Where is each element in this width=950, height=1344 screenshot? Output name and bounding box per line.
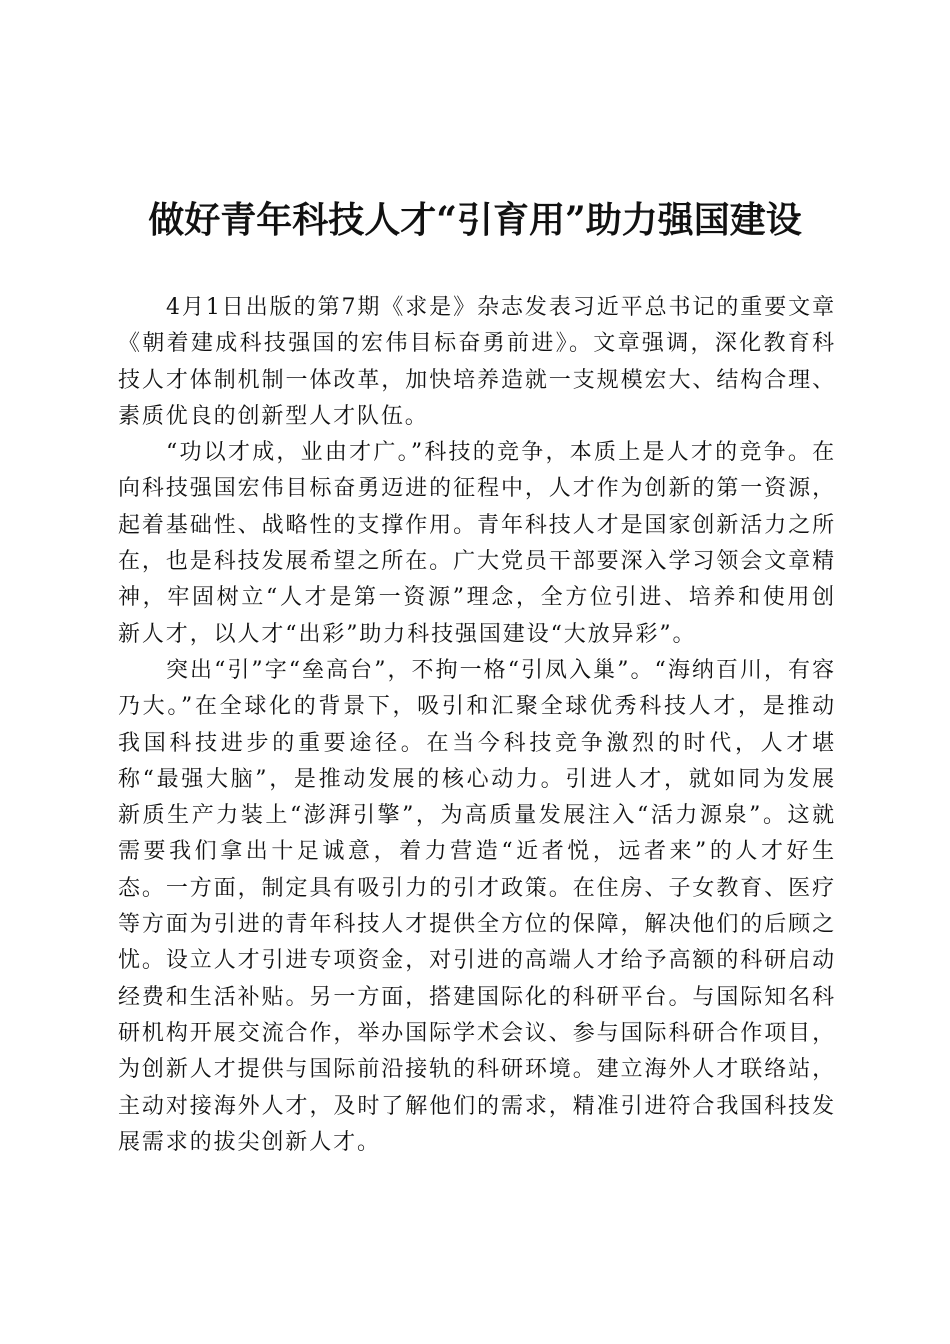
article-body — [118, 290, 836, 1161]
article-title: 做好青年科技人才“引育用”助力强国建设 — [148, 199, 802, 241]
paragraph-2: “功以才成，业由才广。”科技的竞争，本质上是人才的竞争。在向科技强国宏伟目标奋勇迈进的征程中，人才作为创新的第一资源，起着基础性、战略性的支撑作用。青年科技人才是国家创新活力之所在，也是科技发展希望之所在。广大党员干部要深入学习领会文章精神，牢固树立“人才是第一资源”理念，全方位引进、培养和使用创新人才，以人才“出彩”助力科技强国建设“大放异彩”。 — [118, 440, 836, 647]
paragraph-3: 突出“引”字“垒高台”，不拘一格“引凤入巢”。“海纳百川，有容乃大。”在全球化的背景下，吸引和汇聚全球优秀科技人才，是推动我国科技进步的重要途径。在当今科技竞争激烈的时代，人才堪称“最强大脑”，是推动发展的核心动力。引进人才，就如同为发展新质生产力装上“澎湃引擎”，为高质量发展注入“活力源泉”。这就需要我们拿出十足诚意，着力营造“近者悦，远者来”的人才好生态。一方面，制定具有吸引力的引才政策。在住房、子女教育、医疗等方面为引进的青年科技人才提供全方位的保障，解决他们的后顾之忧。设立人才引进专项资金，对引进的高端人才给予高额的科研启动经费和生活补贴。另一方面，搭建国际化的科研平台。与国际知名科研机构开展交流合作，举办国际学术会议、参与国际科研合作项目，为创新人才提供与国际前沿接轨的科研环境。建立海外人才联络站，主动对接海外人才，及时了解他们的需求，精准引进符合我国科技发展需求的拔尖创新人才。 — [118, 657, 836, 1155]
paragraph-1: 4月1日出版的第7期《求是》杂志发表习近平总书记的重要文章《朝着建成科技强国的宏伟目标奋勇前进》。文章强调，深化教育科技人才体制机制一体改革，加快培养造就一支规模宏大、结构合理、素质优良的创新型人才队伍。 — [118, 295, 836, 429]
